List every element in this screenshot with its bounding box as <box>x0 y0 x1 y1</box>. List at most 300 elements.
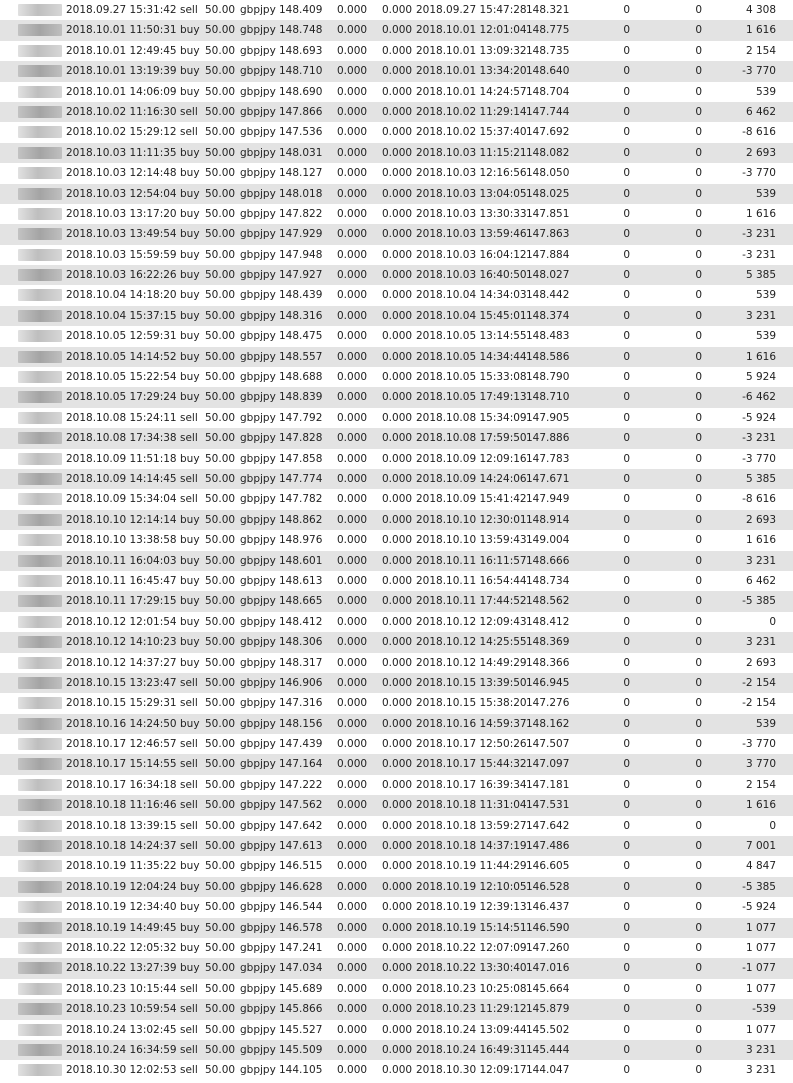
lot-size-cell: 50.00 <box>205 146 236 159</box>
trade-type-cell: sell <box>180 778 198 791</box>
commission-cell: 0 <box>623 126 630 139</box>
profit-cell: 539 <box>755 187 776 200</box>
table-row[interactable] <box>0 41 793 61</box>
table-row[interactable] <box>0 184 793 204</box>
lot-size-cell: 50.00 <box>205 4 236 16</box>
table-row[interactable] <box>0 734 793 754</box>
table-row[interactable] <box>0 510 793 530</box>
profit-cell: 2 154 <box>745 778 776 791</box>
table-row[interactable] <box>0 775 793 795</box>
lot-size-cell: 50.00 <box>205 758 236 771</box>
trade-type-cell: buy <box>180 534 200 547</box>
table-row[interactable] <box>0 918 793 938</box>
take-profit-cell: 0.000 <box>382 207 413 220</box>
trade-type-cell: buy <box>180 330 200 343</box>
swap-cell: 0 <box>695 309 702 322</box>
stop-loss-cell: 0.000 <box>337 207 368 220</box>
close-time-cell: 2018.10.11 17:44:52 <box>416 595 527 608</box>
commission-cell: 0 <box>623 24 630 37</box>
trade-type-cell: buy <box>180 371 200 384</box>
commission-cell: 0 <box>623 921 630 934</box>
stop-loss-cell: 0.000 <box>337 269 368 282</box>
take-profit-cell: 0.000 <box>382 391 413 404</box>
symbol-cell: gbpjpy <box>240 1023 276 1036</box>
open-price-cell: 148.665 <box>279 595 323 608</box>
profit-cell: 2 693 <box>745 146 776 159</box>
close-price-cell: 146.590 <box>526 921 570 934</box>
commission-cell: 0 <box>623 452 630 465</box>
close-price-cell: 148.640 <box>526 65 570 78</box>
profit-cell: 7 001 <box>745 840 776 853</box>
open-price-cell: 147.613 <box>279 840 323 853</box>
stop-loss-cell: 0.000 <box>337 146 368 159</box>
ticket-redacted <box>18 391 62 403</box>
ticket-redacted <box>18 188 62 200</box>
trade-type-cell: sell <box>180 840 198 853</box>
table-row[interactable] <box>0 102 793 122</box>
table-row[interactable] <box>0 122 793 142</box>
table-row[interactable] <box>0 61 793 81</box>
close-price-cell: 148.162 <box>526 717 570 730</box>
commission-cell: 0 <box>623 411 630 424</box>
lot-size-cell: 50.00 <box>205 982 236 995</box>
stop-loss-cell: 0.000 <box>337 758 368 771</box>
open-time-cell: 2018.10.03 15:59:59 <box>66 248 177 261</box>
trade-type-cell: buy <box>180 962 200 975</box>
lot-size-cell: 50.00 <box>205 44 236 57</box>
open-price-cell: 148.156 <box>279 717 323 730</box>
commission-cell: 0 <box>623 901 630 914</box>
profit-cell: -3 770 <box>742 738 776 751</box>
take-profit-cell: 0.000 <box>382 921 413 934</box>
take-profit-cell: 0.000 <box>382 432 413 445</box>
ticket-redacted <box>18 126 62 138</box>
ticket-redacted <box>18 249 62 261</box>
table-row[interactable] <box>0 326 793 346</box>
swap-cell: 0 <box>695 921 702 934</box>
table-row[interactable] <box>0 999 793 1019</box>
open-price-cell: 148.317 <box>279 656 323 669</box>
lot-size-cell: 50.00 <box>205 676 236 689</box>
table-row[interactable] <box>0 285 793 305</box>
open-time-cell: 2018.10.18 14:24:37 <box>66 840 177 853</box>
open-time-cell: 2018.10.03 13:17:20 <box>66 207 177 220</box>
open-price-cell: 148.690 <box>279 85 323 98</box>
open-time-cell: 2018.10.11 16:04:03 <box>66 554 177 567</box>
commission-cell: 0 <box>623 840 630 853</box>
take-profit-cell: 0.000 <box>382 24 413 37</box>
table-row[interactable] <box>0 0 793 20</box>
trade-type-cell: buy <box>180 941 200 954</box>
ticket-redacted <box>18 65 62 77</box>
take-profit-cell: 0.000 <box>382 4 413 16</box>
lot-size-cell: 50.00 <box>205 636 236 649</box>
open-time-cell: 2018.10.05 17:29:24 <box>66 391 177 404</box>
table-row[interactable] <box>0 958 793 978</box>
profit-cell: 5 924 <box>745 371 776 384</box>
open-price-cell: 147.222 <box>279 778 323 791</box>
trade-type-cell: buy <box>180 24 200 37</box>
table-row[interactable] <box>0 897 793 917</box>
symbol-cell: gbpjpy <box>240 187 276 200</box>
trade-type-cell: buy <box>180 289 200 302</box>
close-price-cell: 149.004 <box>526 534 570 547</box>
lot-size-cell: 50.00 <box>205 717 236 730</box>
swap-cell: 0 <box>695 391 702 404</box>
swap-cell: 0 <box>695 24 702 37</box>
close-time-cell: 2018.10.05 15:33:08 <box>416 371 527 384</box>
ticket-redacted <box>18 269 62 281</box>
table-row[interactable] <box>0 469 793 489</box>
close-price-cell: 147.851 <box>526 207 570 220</box>
trade-type-cell: buy <box>180 860 200 873</box>
table-row[interactable] <box>0 143 793 163</box>
close-time-cell: 2018.10.01 12:01:04 <box>416 24 527 37</box>
table-row[interactable] <box>0 1040 793 1060</box>
stop-loss-cell: 0.000 <box>337 85 368 98</box>
profit-cell: 6 462 <box>745 574 776 587</box>
trade-type-cell: buy <box>180 574 200 587</box>
lot-size-cell: 50.00 <box>205 778 236 791</box>
close-price-cell: 148.914 <box>526 513 570 526</box>
open-time-cell: 2018.10.16 14:24:50 <box>66 717 177 730</box>
profit-cell: 1 077 <box>745 1023 776 1036</box>
open-price-cell: 144.105 <box>279 1064 323 1077</box>
close-time-cell: 2018.10.05 13:14:55 <box>416 330 527 343</box>
table-row[interactable] <box>0 224 793 244</box>
symbol-cell: gbpjpy <box>240 432 276 445</box>
symbol-cell: gbpjpy <box>240 778 276 791</box>
table-row[interactable] <box>0 612 793 632</box>
take-profit-cell: 0.000 <box>382 717 413 730</box>
lot-size-cell: 50.00 <box>205 207 236 220</box>
lot-size-cell: 50.00 <box>205 452 236 465</box>
close-time-cell: 2018.10.05 17:49:13 <box>416 391 527 404</box>
symbol-cell: gbpjpy <box>240 636 276 649</box>
commission-cell: 0 <box>623 350 630 363</box>
profit-cell: 539 <box>755 85 776 98</box>
open-price-cell: 146.515 <box>279 860 323 873</box>
table-row[interactable] <box>0 653 793 673</box>
open-price-cell: 148.412 <box>279 615 323 628</box>
ticket-redacted <box>18 208 62 220</box>
close-price-cell: 145.664 <box>526 982 570 995</box>
ticket-redacted <box>18 514 62 526</box>
open-price-cell: 147.642 <box>279 819 323 832</box>
open-time-cell: 2018.10.15 13:23:47 <box>66 676 177 689</box>
table-row[interactable] <box>0 347 793 367</box>
stop-loss-cell: 0.000 <box>337 167 368 180</box>
open-price-cell: 147.792 <box>279 411 323 424</box>
open-time-cell: 2018.10.11 17:29:15 <box>66 595 177 608</box>
take-profit-cell: 0.000 <box>382 880 413 893</box>
stop-loss-cell: 0.000 <box>337 554 368 567</box>
ticket-redacted <box>18 575 62 587</box>
close-price-cell: 147.692 <box>526 126 570 139</box>
ticket-redacted <box>18 1024 62 1036</box>
close-price-cell: 147.905 <box>526 411 570 424</box>
table-row[interactable] <box>0 20 793 40</box>
profit-cell: -3 770 <box>742 65 776 78</box>
table-row[interactable] <box>0 82 793 102</box>
commission-cell: 0 <box>623 4 630 16</box>
take-profit-cell: 0.000 <box>382 167 413 180</box>
close-price-cell: 148.704 <box>526 85 570 98</box>
open-time-cell: 2018.10.03 11:11:35 <box>66 146 177 159</box>
trade-type-cell: buy <box>180 391 200 404</box>
ticket-redacted <box>18 310 62 322</box>
take-profit-cell: 0.000 <box>382 615 413 628</box>
commission-cell: 0 <box>623 941 630 954</box>
table-row[interactable] <box>0 367 793 387</box>
open-time-cell: 2018.10.04 14:18:20 <box>66 289 177 302</box>
lot-size-cell: 50.00 <box>205 1043 236 1056</box>
open-time-cell: 2018.10.05 14:14:52 <box>66 350 177 363</box>
close-time-cell: 2018.09.27 15:47:28 <box>416 4 527 16</box>
take-profit-cell: 0.000 <box>382 554 413 567</box>
profit-cell: -5 924 <box>742 411 776 424</box>
table-row[interactable] <box>0 693 793 713</box>
take-profit-cell: 0.000 <box>382 840 413 853</box>
swap-cell: 0 <box>695 901 702 914</box>
trade-type-cell: buy <box>180 901 200 914</box>
take-profit-cell: 0.000 <box>382 371 413 384</box>
open-time-cell: 2018.10.01 12:49:45 <box>66 44 177 57</box>
stop-loss-cell: 0.000 <box>337 1023 368 1036</box>
symbol-cell: gbpjpy <box>240 554 276 567</box>
swap-cell: 0 <box>695 574 702 587</box>
close-time-cell: 2018.10.19 15:14:51 <box>416 921 527 934</box>
close-time-cell: 2018.10.10 12:30:01 <box>416 513 527 526</box>
open-price-cell: 145.866 <box>279 1003 323 1016</box>
table-row[interactable] <box>0 265 793 285</box>
open-price-cell: 148.316 <box>279 309 323 322</box>
table-row[interactable] <box>0 1060 793 1080</box>
lot-size-cell: 50.00 <box>205 269 236 282</box>
lot-size-cell: 50.00 <box>205 941 236 954</box>
swap-cell: 0 <box>695 860 702 873</box>
table-row[interactable] <box>0 449 793 469</box>
take-profit-cell: 0.000 <box>382 1003 413 1016</box>
table-row[interactable] <box>0 877 793 897</box>
take-profit-cell: 0.000 <box>382 595 413 608</box>
open-time-cell: 2018.10.04 15:37:15 <box>66 309 177 322</box>
swap-cell: 0 <box>695 411 702 424</box>
stop-loss-cell: 0.000 <box>337 452 368 465</box>
commission-cell: 0 <box>623 1023 630 1036</box>
ticket-redacted <box>18 860 62 872</box>
lot-size-cell: 50.00 <box>205 126 236 139</box>
symbol-cell: gbpjpy <box>240 44 276 57</box>
table-row[interactable] <box>0 938 793 958</box>
open-time-cell: 2018.10.24 13:02:45 <box>66 1023 177 1036</box>
take-profit-cell: 0.000 <box>382 574 413 587</box>
close-time-cell: 2018.10.02 11:29:14 <box>416 105 527 118</box>
lot-size-cell: 50.00 <box>205 656 236 669</box>
table-row[interactable] <box>0 816 793 836</box>
ticket-redacted <box>18 595 62 607</box>
close-price-cell: 147.276 <box>526 697 570 710</box>
profit-cell: 3 231 <box>745 636 776 649</box>
symbol-cell: gbpjpy <box>240 126 276 139</box>
commission-cell: 0 <box>623 962 630 975</box>
table-row[interactable] <box>0 489 793 509</box>
symbol-cell: gbpjpy <box>240 676 276 689</box>
stop-loss-cell: 0.000 <box>337 44 368 57</box>
open-price-cell: 148.839 <box>279 391 323 404</box>
table-row[interactable] <box>0 836 793 856</box>
open-time-cell: 2018.10.18 13:39:15 <box>66 819 177 832</box>
table-row[interactable] <box>0 428 793 448</box>
swap-cell: 0 <box>695 676 702 689</box>
swap-cell: 0 <box>695 656 702 669</box>
close-price-cell: 147.671 <box>526 472 570 485</box>
take-profit-cell: 0.000 <box>382 105 413 118</box>
swap-cell: 0 <box>695 105 702 118</box>
symbol-cell: gbpjpy <box>240 452 276 465</box>
symbol-cell: gbpjpy <box>240 615 276 628</box>
stop-loss-cell: 0.000 <box>337 350 368 363</box>
stop-loss-cell: 0.000 <box>337 941 368 954</box>
table-row[interactable] <box>0 163 793 183</box>
table-row[interactable] <box>0 571 793 591</box>
close-price-cell: 146.437 <box>526 901 570 914</box>
profit-cell: 6 462 <box>745 105 776 118</box>
open-time-cell: 2018.10.09 14:14:45 <box>66 472 177 485</box>
swap-cell: 0 <box>695 228 702 241</box>
table-row[interactable] <box>0 387 793 407</box>
close-time-cell: 2018.10.03 16:40:50 <box>416 269 527 282</box>
close-price-cell: 145.444 <box>526 1043 570 1056</box>
lot-size-cell: 50.00 <box>205 615 236 628</box>
close-price-cell: 148.562 <box>526 595 570 608</box>
symbol-cell: gbpjpy <box>240 574 276 587</box>
trade-type-cell: sell <box>180 982 198 995</box>
open-time-cell: 2018.10.24 16:34:59 <box>66 1043 177 1056</box>
open-price-cell: 147.316 <box>279 697 323 710</box>
stop-loss-cell: 0.000 <box>337 778 368 791</box>
close-time-cell: 2018.10.09 12:09:16 <box>416 452 527 465</box>
table-row[interactable] <box>0 754 793 774</box>
table-row[interactable] <box>0 979 793 999</box>
profit-cell: 2 693 <box>745 656 776 669</box>
trade-type-cell: buy <box>180 554 200 567</box>
swap-cell: 0 <box>695 330 702 343</box>
open-time-cell: 2018.10.19 11:35:22 <box>66 860 177 873</box>
close-time-cell: 2018.10.16 14:59:37 <box>416 717 527 730</box>
symbol-cell: gbpjpy <box>240 941 276 954</box>
swap-cell: 0 <box>695 778 702 791</box>
commission-cell: 0 <box>623 269 630 282</box>
open-time-cell: 2018.10.03 12:14:48 <box>66 167 177 180</box>
close-time-cell: 2018.10.12 12:09:43 <box>416 615 527 628</box>
close-time-cell: 2018.10.04 14:34:03 <box>416 289 527 302</box>
take-profit-cell: 0.000 <box>382 228 413 241</box>
take-profit-cell: 0.000 <box>382 513 413 526</box>
profit-cell: 5 385 <box>745 269 776 282</box>
lot-size-cell: 50.00 <box>205 962 236 975</box>
profit-cell: 1 077 <box>745 921 776 934</box>
take-profit-cell: 0.000 <box>382 697 413 710</box>
close-price-cell: 147.884 <box>526 248 570 261</box>
swap-cell: 0 <box>695 187 702 200</box>
stop-loss-cell: 0.000 <box>337 656 368 669</box>
lot-size-cell: 50.00 <box>205 105 236 118</box>
table-row[interactable] <box>0 714 793 734</box>
table-row[interactable] <box>0 856 793 876</box>
close-price-cell: 148.586 <box>526 350 570 363</box>
open-price-cell: 147.241 <box>279 941 323 954</box>
commission-cell: 0 <box>623 207 630 220</box>
commission-cell: 0 <box>623 146 630 159</box>
take-profit-cell: 0.000 <box>382 126 413 139</box>
close-time-cell: 2018.10.11 16:11:57 <box>416 554 527 567</box>
close-time-cell: 2018.10.17 12:50:26 <box>416 738 527 751</box>
open-time-cell: 2018.10.09 15:34:04 <box>66 493 177 506</box>
stop-loss-cell: 0.000 <box>337 921 368 934</box>
commission-cell: 0 <box>623 799 630 812</box>
table-row[interactable] <box>0 306 793 326</box>
table-row[interactable] <box>0 245 793 265</box>
close-time-cell: 2018.10.23 10:25:08 <box>416 982 527 995</box>
stop-loss-cell: 0.000 <box>337 962 368 975</box>
close-price-cell: 145.502 <box>526 1023 570 1036</box>
take-profit-cell: 0.000 <box>382 676 413 689</box>
commission-cell: 0 <box>623 432 630 445</box>
table-row[interactable] <box>0 1020 793 1040</box>
close-time-cell: 2018.10.22 13:30:40 <box>416 962 527 975</box>
swap-cell: 0 <box>695 941 702 954</box>
symbol-cell: gbpjpy <box>240 371 276 384</box>
commission-cell: 0 <box>623 228 630 241</box>
open-time-cell: 2018.10.19 14:49:45 <box>66 921 177 934</box>
close-time-cell: 2018.10.09 14:24:06 <box>416 472 527 485</box>
lot-size-cell: 50.00 <box>205 228 236 241</box>
close-time-cell: 2018.10.19 12:10:05 <box>416 880 527 893</box>
open-time-cell: 2018.10.05 12:59:31 <box>66 330 177 343</box>
ticket-redacted <box>18 1064 62 1076</box>
table-row[interactable] <box>0 204 793 224</box>
open-price-cell: 148.306 <box>279 636 323 649</box>
lot-size-cell: 50.00 <box>205 554 236 567</box>
profit-cell: 3 231 <box>745 554 776 567</box>
table-row[interactable] <box>0 795 793 815</box>
table-row[interactable] <box>0 551 793 571</box>
profit-cell: -3 231 <box>742 248 776 261</box>
lot-size-cell: 50.00 <box>205 350 236 363</box>
lot-size-cell: 50.00 <box>205 595 236 608</box>
table-row[interactable] <box>0 673 793 693</box>
close-price-cell: 148.050 <box>526 167 570 180</box>
ticket-redacted <box>18 45 62 57</box>
open-price-cell: 146.578 <box>279 921 323 934</box>
ticket-redacted <box>18 106 62 118</box>
close-price-cell: 145.879 <box>526 1003 570 1016</box>
close-time-cell: 2018.10.01 13:34:20 <box>416 65 527 78</box>
table-row[interactable] <box>0 408 793 428</box>
table-row[interactable] <box>0 591 793 611</box>
trade-type-cell: sell <box>180 105 198 118</box>
close-time-cell: 2018.10.03 16:04:12 <box>416 248 527 261</box>
take-profit-cell: 0.000 <box>382 330 413 343</box>
lot-size-cell: 50.00 <box>205 738 236 751</box>
close-time-cell: 2018.10.12 14:25:55 <box>416 636 527 649</box>
open-price-cell: 146.544 <box>279 901 323 914</box>
open-price-cell: 148.688 <box>279 371 323 384</box>
table-row[interactable] <box>0 632 793 652</box>
table-row[interactable] <box>0 530 793 550</box>
lot-size-cell: 50.00 <box>205 493 236 506</box>
